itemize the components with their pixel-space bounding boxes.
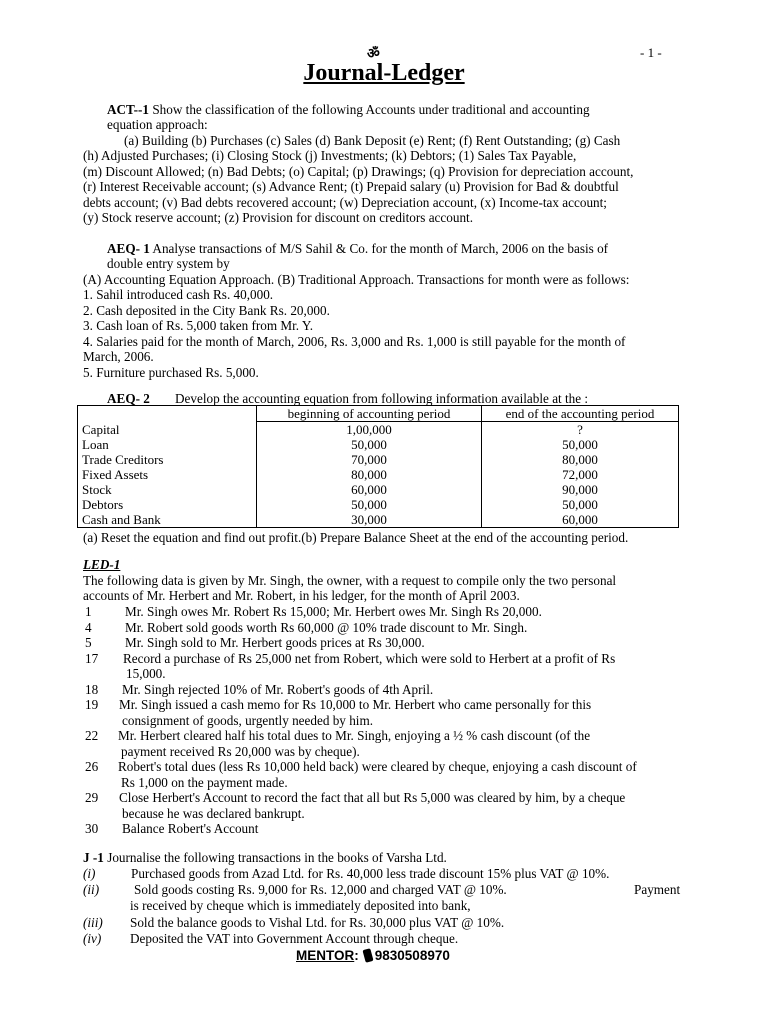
mentor-colon: :	[354, 948, 359, 963]
act1-line: (h) Adjusted Purchases; (i) Closing Stock (j) Investments; (k) Debtors; (1) Sales Tax Payable,	[83, 148, 577, 163]
aeq1-line: (A) Accounting Equation Approach. (B) Traditional Approach. Transactions for month were as follows:	[83, 272, 630, 287]
led1-date: 4	[85, 619, 92, 635]
row-begin-value: 50,000	[257, 497, 482, 512]
led1-item-text-cont: consignment of goods, urgently needed by him.	[122, 712, 374, 728]
row-begin-value: 1,00,000	[257, 422, 482, 438]
aeq1-line: Analyse transactions of M/S Sahil & Co. for the month of March, 2006 on the basis of	[149, 241, 609, 256]
led1-line: accounts of Mr. Herbert and Mr. Robert, in his ledger, for the month of April 2003.	[83, 588, 520, 603]
led1-item-text: Robert's total dues (less Rs 10,000 held back) were cleared by cheque, enjoying a cash discount of	[118, 759, 637, 774]
table-row	[78, 452, 679, 467]
row-end-value: 72,000	[482, 467, 679, 482]
led1-line: The following data is given by Mr. Singh, the owner, with a request to compile only the two personal	[83, 573, 617, 588]
j1-item-text: Purchased goods from Azad Ltd. for Rs. 40,000 less trade discount 15% plus VAT @ 10%.	[131, 866, 610, 881]
row-item: Stock	[78, 482, 257, 497]
led1-item-text-cont: because he was declared bankrupt.	[122, 805, 305, 821]
j1-item-text-right: Payment	[634, 882, 681, 898]
j1-first-line	[83, 850, 447, 865]
act1-first-line	[107, 102, 590, 117]
om-symbol: ॐ	[367, 47, 380, 62]
j1-item-number: (iii)	[83, 914, 103, 930]
led1-date: 22	[85, 728, 99, 743]
act1-line: Show the classification of the following Accounts under traditional and accounting	[149, 102, 590, 117]
j1-item-number: (iv)	[83, 930, 102, 946]
row-end-value: 50,000	[482, 437, 679, 452]
j1-item-text: Sold the balance goods to Vishal Ltd. for Rs. 30,000 plus VAT @ 10%.	[130, 914, 505, 930]
led1-item-text-cont: Rs 1,000 on the payment made.	[121, 774, 288, 790]
led1-item-text: Balance Robert's Account	[122, 821, 259, 836]
act1-line: (r) Interest Receivable account; (s) Advance Rent; (t) Prepaid salary (u) Provision for Bad & doubtful	[83, 179, 619, 194]
act1-line: (a) Building (b) Purchases (c) Sales (d) Bank Deposit (e) Rent; (f) Rent Outstanding; (g) Cash	[124, 133, 621, 148]
aeq1-line: 5. Furniture purchased Rs. 5,000.	[83, 365, 259, 380]
aeq1-line: 2. Cash deposited in the City Bank Rs. 20,000.	[83, 303, 330, 318]
mentor-phone: 9830508970	[374, 948, 450, 963]
led1-item-text: Mr. Singh rejected 10% of Mr. Robert's goods of 4th April.	[122, 681, 434, 697]
balance-table	[77, 405, 679, 528]
act1-line: equation approach:	[107, 117, 208, 132]
led1-date: 26	[85, 759, 99, 774]
aeq2-note: (a) Reset the equation and find out profit.(b) Prepare Balance Sheet at the end of the accounting period.	[83, 530, 629, 545]
led1-item-text: Record a purchase of Rs 25,000 net from Robert, which were sold to Herbert at a profit of Rs	[123, 650, 616, 666]
row-item: Debtors	[78, 497, 257, 512]
row-end-value: ?	[482, 422, 679, 438]
led1-date: 17	[85, 650, 99, 666]
led1-date: 18	[85, 681, 99, 697]
row-begin-value: 30,000	[257, 512, 482, 528]
act1-label: ACT--1	[107, 102, 150, 117]
j1-intro: Journalise the following transactions in the books of Varsha Ltd.	[103, 850, 447, 865]
led1-item-text: Mr. Singh owes Mr. Robert Rs 15,000; Mr. Herbert owes Mr. Singh Rs 20,000.	[125, 604, 542, 619]
led1-date: 29	[85, 790, 99, 805]
act1-line: (y) Stock reserve account; (z) Provision for discount on creditors account.	[83, 210, 474, 225]
aeq1-line: 3. Cash loan of Rs. 5,000 taken from Mr. Y.	[83, 318, 314, 333]
table-row	[78, 482, 679, 497]
aeq2-label-text: AEQ- 2	[107, 391, 150, 406]
table-header-begin: beginning of accounting period	[257, 406, 482, 422]
led1-date: 5	[85, 635, 92, 650]
aeq1-line: 4. Salaries paid for the month of March, 2006, Rs. 3,000 and Rs. 1,000 is still payable for the month of	[83, 334, 626, 349]
j1-item-text-cont: is received by cheque which is immediately deposited into bank,	[130, 898, 471, 914]
aeq2-intro: Develop the accounting equation from following information available at the :	[175, 391, 589, 406]
mentor-line	[296, 948, 450, 963]
aeq1-line: double entry system by	[107, 256, 230, 271]
table-header-end: end of the accounting period	[482, 406, 679, 422]
led1-item-text: Mr. Herbert cleared half his total dues to Mr. Singh, enjoying a ½ % cash discount (of the	[118, 728, 591, 743]
table-row	[78, 437, 679, 452]
led1-item-text: Mr. Robert sold goods worth Rs 60,000 @ 10% trade discount to Mr. Singh.	[125, 619, 528, 635]
balance-table-body	[78, 422, 679, 528]
act1-line: (m) Discount Allowed; (n) Bad Debts; (o) Capital; (p) Drawings; (q) Provision for depreciation account,	[83, 164, 634, 179]
table-header-blank	[78, 406, 257, 422]
row-begin-value: 60,000	[257, 482, 482, 497]
j1-item-number: (ii)	[83, 882, 100, 898]
led1-label: LED-1	[83, 557, 121, 572]
j1-label: J -1	[83, 850, 104, 865]
row-end-value: 90,000	[482, 482, 679, 497]
aeq1-label: AEQ- 1	[107, 241, 150, 256]
led1-item-text: Mr. Singh sold to Mr. Herbert goods prices at Rs 30,000.	[125, 635, 425, 650]
row-end-value: 80,000	[482, 452, 679, 467]
row-begin-value: 70,000	[257, 452, 482, 467]
led1-date: 19	[85, 697, 99, 712]
table-row	[78, 467, 679, 482]
page-title: Journal-Ledger	[303, 60, 465, 86]
led1-date: 1	[85, 604, 92, 619]
row-item: Cash and Bank	[78, 512, 257, 528]
row-item: Loan	[78, 437, 257, 452]
table-row	[78, 422, 679, 438]
led1-item-text: Mr. Singh issued a cash memo for Rs 10,000 to Mr. Herbert who came personally for this	[119, 697, 592, 712]
row-end-value: 50,000	[482, 497, 679, 512]
row-item: Trade Creditors	[78, 452, 257, 467]
row-item: Fixed Assets	[78, 467, 257, 482]
row-begin-value: 80,000	[257, 467, 482, 482]
row-end-value: 60,000	[482, 512, 679, 528]
page-number: - 1 -	[640, 45, 662, 60]
mentor-label: MENTOR	[296, 948, 355, 963]
j1-item-text: Deposited the VAT into Government Account through cheque.	[130, 930, 459, 946]
aeq1-line: March, 2006.	[83, 349, 154, 364]
led1-item-text-cont: payment received Rs 20,000 was by cheque).	[121, 743, 360, 759]
led1-date: 30	[85, 821, 99, 836]
row-item: Capital	[78, 422, 257, 438]
aeq1-line: 1. Sahil introduced cash Rs. 40,000.	[83, 287, 274, 302]
act1-line: debts account; (v) Bad debts recovered account; (w) Depreciation account, (x) Income-tax account;	[83, 195, 607, 210]
led1-item-text: Close Herbert's Account to record the fact that all but Rs 5,000 was cleared by him, by a cheque	[119, 790, 626, 805]
led1-item-text-cont: 15,000.	[126, 666, 166, 681]
table-row	[78, 497, 679, 512]
aeq1-first-line	[107, 241, 608, 256]
phone-icon	[362, 948, 373, 963]
table-row	[78, 512, 679, 528]
j1-item-text: Sold goods costing Rs. 9,000 for Rs. 12,000 and charged VAT @ 10%.	[134, 882, 507, 898]
aeq2-label	[107, 391, 150, 406]
j1-item-number: (i)	[83, 866, 96, 881]
row-begin-value: 50,000	[257, 437, 482, 452]
